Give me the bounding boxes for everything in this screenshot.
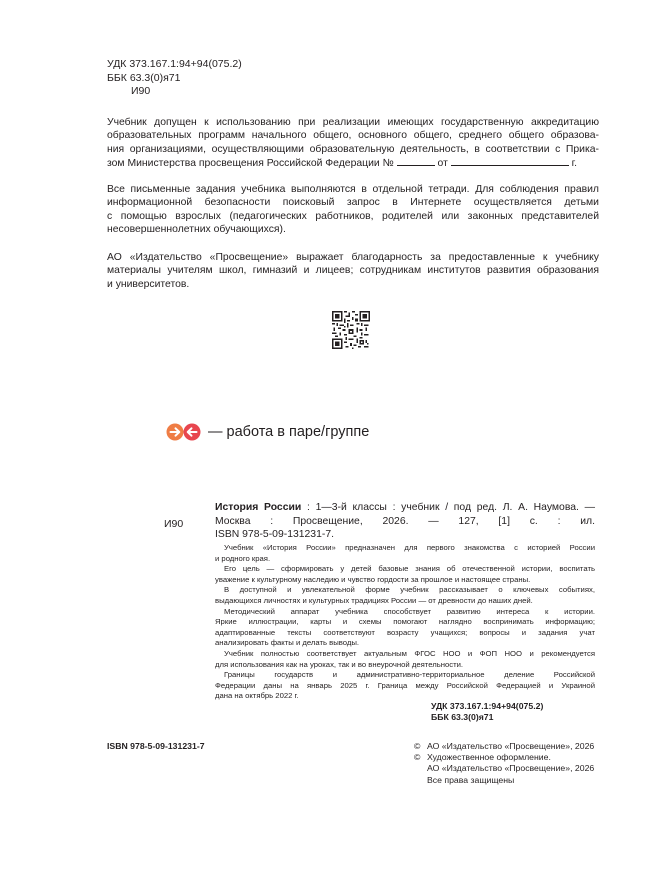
annotation-line: В доступной и увлекательной форме учебник рассказывает о ключевых событиях,: [224, 585, 595, 595]
author-mark: И90: [131, 85, 151, 97]
order-number-blank: [397, 156, 435, 166]
approval-line-order: [107, 156, 599, 169]
order-text: зом Министерства просвещения Российской Федерации №: [107, 158, 394, 170]
book-title: История России: [215, 502, 302, 513]
order-year-text: г.: [571, 158, 578, 170]
annotation-line: Федерации даны на январь 2025 г. Граница между Российской Федерацией и Украиной: [215, 680, 595, 690]
udk-code-footer: УДК 373.167.1:94+94(075.2): [431, 701, 544, 711]
copyright-line: [414, 763, 594, 774]
approval-line: ния организациями, осуществляющими образовательную деятельность, в соответствии с Прика-: [107, 143, 599, 155]
classification-codes-footer: [431, 701, 543, 723]
gratitude-paragraph: [107, 251, 599, 291]
isbn-footer: ISBN 978-5-09-131231-7: [107, 741, 205, 751]
note-line: несовершеннолетних обучающихся).: [107, 224, 286, 236]
pair-work-icon: [166, 423, 202, 441]
annotation-line: анализировать факты и делать выводы.: [215, 638, 359, 648]
annotation-line: Учебник «История России» предназначен для первого знакомства с историей России: [224, 543, 595, 552]
annotation-paragraph: [215, 649, 595, 670]
gratitude-line: и университетов.: [107, 278, 190, 290]
annotation-line: для использования как на уроках, так и во внеурочной деятельности.: [215, 659, 464, 669]
approval-line: образовательных программ начального общего, основного общего, среднего общего образова-: [107, 130, 599, 142]
bibliographic-record: [215, 501, 595, 542]
udk-code: УДК 373.167.1:94+94(075.2): [107, 58, 242, 70]
copyright-symbol: ©: [414, 752, 421, 763]
copyright-text: Художественное оформление.: [427, 752, 551, 763]
annotation-line: и родного края.: [215, 553, 271, 563]
copyright-text: АО «Издательство «Просвещение», 2026: [427, 763, 595, 774]
annotation-line: дана на октябрь 2022 г.: [215, 691, 299, 701]
classification-block: [107, 58, 242, 99]
copyright-line: [414, 752, 594, 763]
annotation-line: уважение к культурному наследию и чувство гордости за прошлое и настоящее страны.: [215, 574, 531, 584]
bbk-code: ББК 63.3(0)я71: [107, 71, 181, 84]
bib-line-title: [215, 501, 595, 515]
approval-paragraph: [107, 116, 599, 170]
bib-title-rest: : 1—3-й классы : учебник / под ред. Л. А. Наумова. —: [301, 502, 596, 513]
pair-work-legend: [166, 423, 369, 441]
annotation-paragraph: [215, 670, 595, 702]
copyright-line: [414, 741, 594, 752]
copyright-block: [414, 741, 594, 786]
annotation-line: Учебник полностью соответствует актуальным ФГОС НОО и ФОП НОО и рекомендуется: [224, 648, 595, 658]
annotation-paragraph: [215, 585, 595, 606]
copyright-line: [414, 775, 594, 786]
gratitude-line: АО «Издательство «Просвещение» выражает благодарность за предоставленные к учебнику: [107, 252, 599, 263]
gratitude-line: материалы учителям школ, гимназий и лицеев; сотрудникам институтов развития образования: [107, 265, 599, 277]
note-line: информационной безопасности поисковый запрос в Интернете осуществляется детьми: [107, 197, 599, 209]
annotation-line: Методический аппарат учебника способствует развитию интереса к истории.: [224, 606, 595, 616]
approval-line: Учебник допущен к использованию при реализации имеющих государственную аккредитацию: [107, 117, 599, 128]
bib-line-isbn: ISBN 978-5-09-131231-7.: [215, 529, 334, 541]
annotation: [215, 543, 595, 702]
order-date-blank: [451, 156, 569, 166]
copyright-symbol: ©: [414, 741, 421, 751]
bibliography-author-mark: И90: [164, 518, 184, 530]
annotation-paragraph: [215, 543, 595, 564]
annotation-line: Границы государств и административно-территориальное деление Российской: [224, 670, 595, 680]
annotation-paragraph: [215, 564, 595, 585]
qr-code: [332, 311, 370, 349]
order-from-text: от: [437, 158, 448, 170]
notebook-note: [107, 183, 599, 237]
pair-work-label: — работа в паре/группе: [208, 424, 370, 440]
copyright-text: АО «Издательство «Просвещение», 2026: [427, 741, 595, 751]
copyright-text: Все права защищены: [427, 774, 515, 785]
bib-line-publisher: Москва : Просвещение, 2026. — 127, [1] с. : ил.: [215, 515, 595, 527]
annotation-paragraph: [215, 607, 595, 649]
annotation-line: Яркие иллюстрации, карты и схемы помогают наглядно воспринимать информацию;: [215, 617, 595, 627]
annotation-line: Его цель — сформировать у детей базовые знания об отечественной истории, воспитать: [224, 564, 595, 574]
annotation-line: выдающихся личностях и культурных традициях России — от древности до наших дней.: [215, 595, 533, 605]
note-line: Все письменные задания учебника выполняются в отдельной тетради. Для соблюдения правил: [107, 184, 599, 195]
bbk-code-footer: ББК 63.3(0)я71: [431, 712, 494, 723]
note-line: с помощью взрослых (педагогических работников, родителей или законных представителей: [107, 210, 599, 222]
annotation-line: адаптированные тексты соответствуют возрасту учащихся; вопросы и задания учат: [215, 627, 595, 637]
